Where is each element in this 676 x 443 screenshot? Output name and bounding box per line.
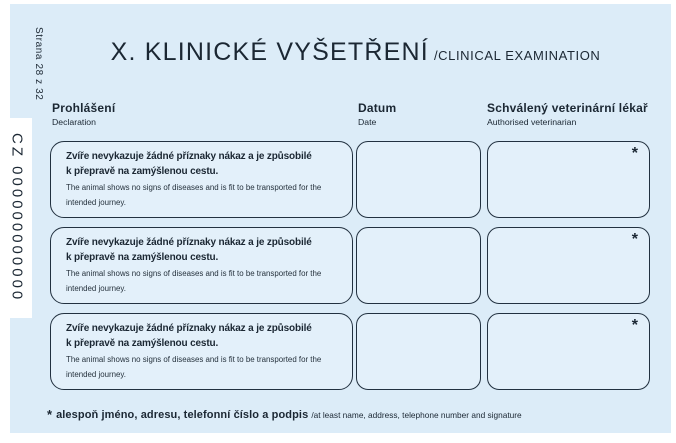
document-number: CZ 000000000000	[8, 133, 26, 303]
declaration-text-en: intended journey.	[66, 369, 126, 379]
footnote-text-en: /at least name, address, telephone number and signature	[311, 410, 522, 420]
examination-row	[0, 141, 676, 218]
footnote-marker: *	[47, 407, 53, 422]
column-header-declaration-en: Declaration	[52, 117, 96, 127]
declaration-text-en: The animal shows no signs of diseases and is fit to be transported for the	[66, 355, 322, 364]
declaration-box	[50, 227, 353, 304]
declaration-text-cs: Zvíře nevykazuje žádné příznaky nákaz a je způsobilé	[66, 323, 312, 334]
section-title-cs: X. KLINICKÉ VYŠETŘENÍ	[110, 38, 429, 66]
veterinarian-field[interactable]	[487, 313, 650, 390]
declaration-text-en: intended journey.	[66, 283, 126, 293]
page-number-label: Strana 28 z 32	[33, 27, 44, 101]
column-header-veterinarian	[487, 101, 648, 127]
section-title-en: /CLINICAL EXAMINATION	[433, 48, 601, 63]
column-header-veterinarian-cs: Schválený veterinární lékař	[487, 101, 648, 115]
declaration-text-en: The animal shows no signs of diseases and is fit to be transported for the	[66, 183, 322, 192]
footnote	[47, 405, 522, 423]
examination-row	[0, 313, 676, 390]
declaration-text-cs: k přepravě na zamýšlenou cestu.	[66, 337, 219, 349]
declaration-text-cs: Zvíře nevykazuje žádné příznaky nákaz a je způsobilé	[66, 237, 312, 248]
section-title	[40, 38, 671, 67]
declaration-text-cs: k přepravě na zamýšlenou cestu.	[66, 251, 219, 263]
declaration-text-cs: k přepravě na zamýšlenou cestu.	[66, 165, 219, 177]
declaration-box	[50, 313, 353, 390]
column-header-veterinarian-en: Authorised veterinarian	[487, 117, 577, 127]
date-field[interactable]	[356, 141, 481, 218]
asterisk-marker: *	[631, 145, 638, 162]
declaration-box	[50, 141, 353, 218]
footnote-text-cs: alespoň jméno, adresu, telefonní číslo a podpis	[56, 409, 309, 421]
veterinarian-field[interactable]	[487, 141, 650, 218]
column-header-declaration	[52, 101, 115, 127]
asterisk-marker: *	[631, 317, 638, 334]
column-header-date-cs: Datum	[358, 101, 397, 115]
declaration-text-en: The animal shows no signs of diseases and is fit to be transported for the	[66, 269, 322, 278]
examination-row	[0, 227, 676, 304]
asterisk-marker: *	[631, 231, 638, 248]
column-header-declaration-cs: Prohlášení	[52, 101, 116, 115]
date-field[interactable]	[356, 227, 481, 304]
column-header-date-en: Date	[358, 117, 377, 127]
column-header-date	[358, 101, 396, 127]
declaration-text-en: intended journey.	[66, 197, 126, 207]
veterinarian-field[interactable]	[487, 227, 650, 304]
declaration-text-cs: Zvíře nevykazuje žádné příznaky nákaz a je způsobilé	[66, 151, 312, 162]
date-field[interactable]	[356, 313, 481, 390]
